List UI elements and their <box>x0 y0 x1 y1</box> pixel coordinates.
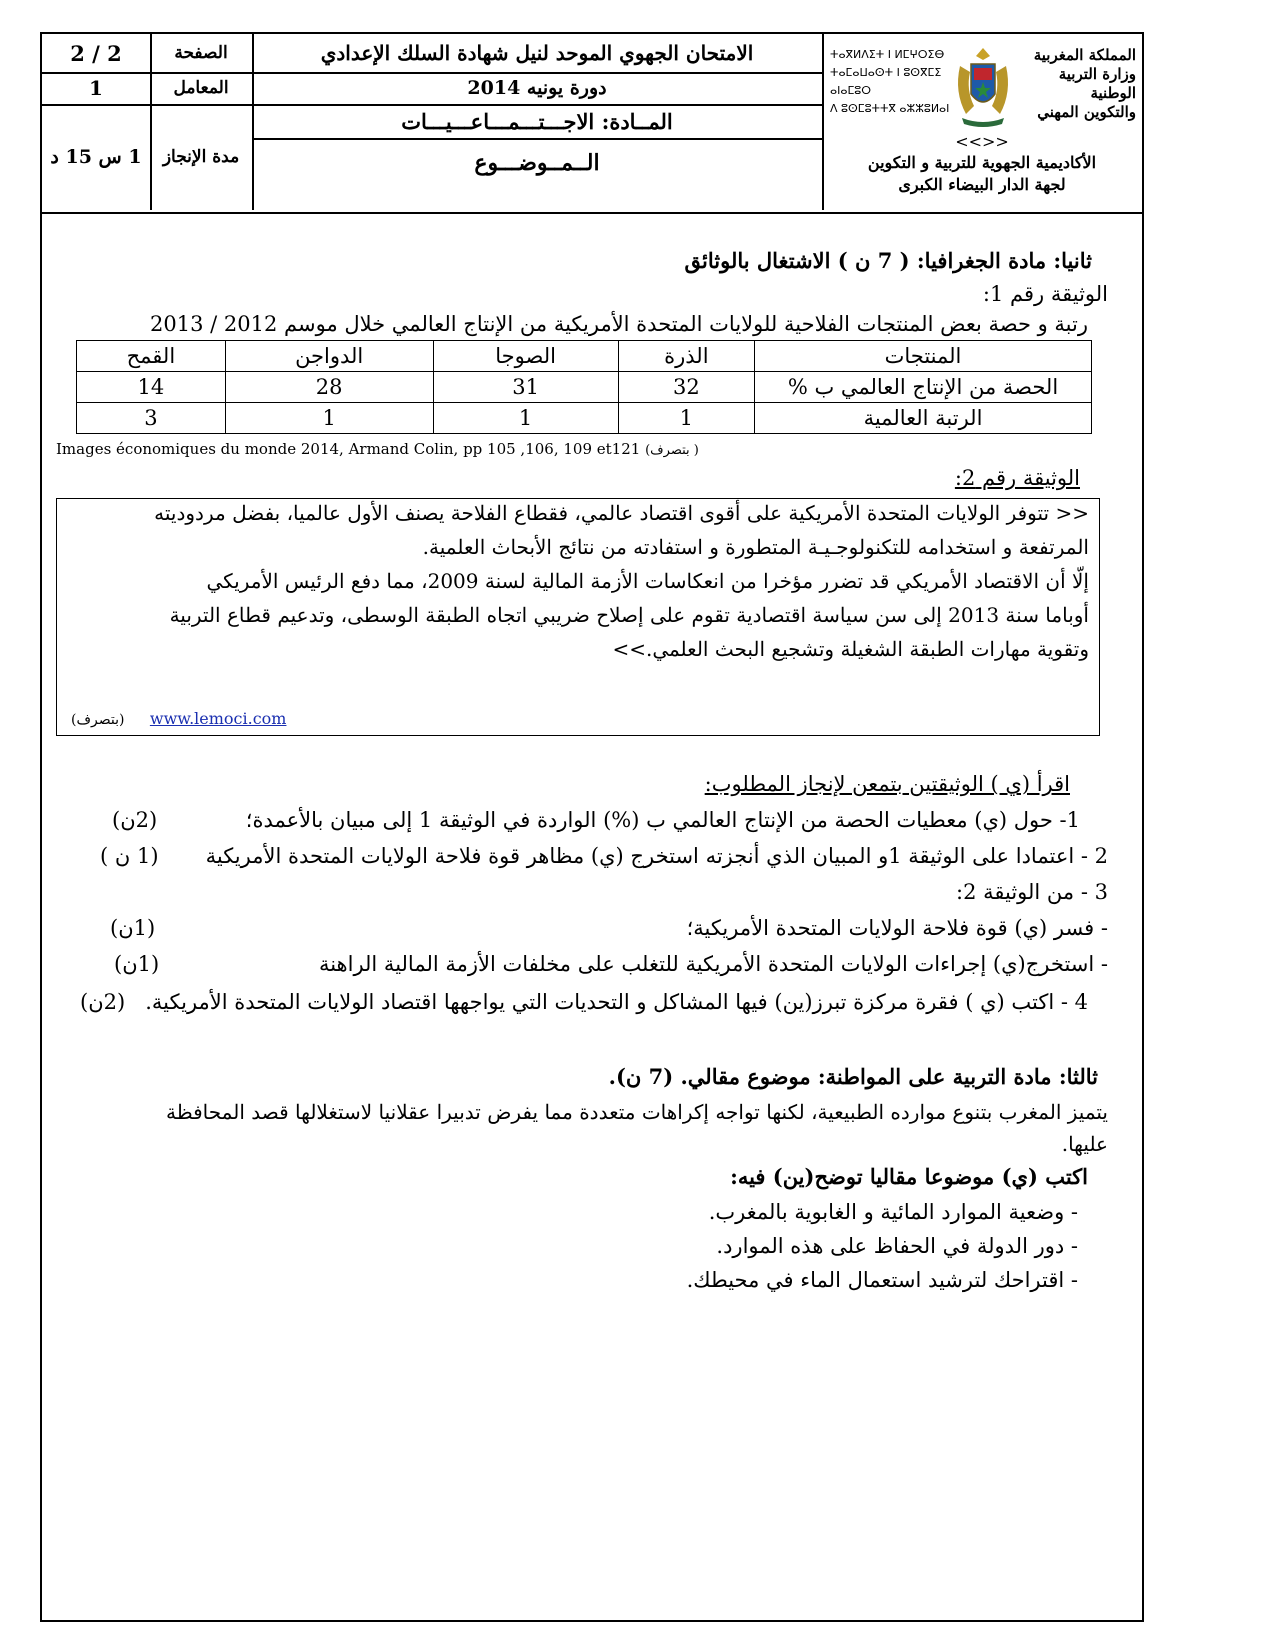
table-cell: 14 <box>77 372 226 403</box>
exam-header <box>42 34 1142 214</box>
table-cell: الذرة <box>618 341 754 372</box>
citizenship-heading: ثالثا: مادة التربية على المواطنة: موضوع مقالي. (7 ن). <box>608 1064 1098 1089</box>
doc2-label: الوثيقة رقم 2: <box>954 466 1080 490</box>
question-3a-points: (1ن) <box>110 916 156 940</box>
separator: <<>> <box>955 132 1009 151</box>
table-cell: 1 <box>433 403 618 434</box>
duration-label: مدة الإنجاز <box>162 147 240 167</box>
tifinagh-ministry-name: ⵜⴰⴳⵍⴷⵉⵜ ⵏ ⵍⵎⵖⵔⵉⴱ ⵜⴰⵎⴰⵡⴰⵙⵜ ⵏ ⵓⵙⴳⵎⵉ ⴰⵏⴰⵎⵓⵔ ⴷ ⵓⵙⵎⵓⵜⵜⴳ ⴰⵣⵣⵓⵍⴰⵏ <box>830 48 950 115</box>
table-cell: 32 <box>618 372 754 403</box>
subject-title: المــادة: الاجـــتـــمـــاعـــيـــات <box>401 108 673 134</box>
citizenship-bullet: - دور الدولة في الحفاظ على هذه الموارد. <box>716 1234 1078 1258</box>
page-label: الصفحة <box>174 43 228 63</box>
question-3: 3 - من الوثيقة 2: <box>955 880 1108 904</box>
doc2-source: (بتصرف) www.lemoci.com <box>71 709 287 728</box>
page-frame <box>40 32 1144 1622</box>
table-cell: الدواجن <box>225 341 433 372</box>
table-cell: 1 <box>225 403 433 434</box>
doc2-line: << تتوفر الولايات المتحدة الأمريكية على أقوى اقتصاد عالمي، فقطاع الفلاحة يصنف الأول عالميا، بفضل مردوديته <box>154 501 1089 525</box>
citizenship-bullet: - وضعية الموارد المائية و الغابوية بالمغرب. <box>708 1200 1078 1224</box>
table-cell: 31 <box>433 372 618 403</box>
topic-title: الــمــوضـــوع <box>474 150 600 176</box>
geography-heading: ثانيا: مادة الجغرافيا: ( 7 ن ) الاشتغال بالوثائق <box>684 248 1092 273</box>
kingdom-ministry-name: المملكة المغربية وزارة التربية الوطنية والتكوين المهني <box>1033 46 1136 121</box>
citizenship-intro-cont: عليها. <box>1061 1132 1108 1156</box>
exam-title: الامتحان الجهوي الموحد لنيل شهادة السلك الإعدادي <box>320 41 754 65</box>
lemoci-link[interactable]: www.lemoci.com <box>149 709 287 728</box>
page-number: 2 / 2 <box>70 40 122 66</box>
question-4-points: (2ن) <box>80 990 126 1014</box>
question-1-points: (2ن) <box>112 808 158 832</box>
table-cell: المنتجات <box>755 341 1092 372</box>
question-2: 2 - اعتمادا على الوثيقة 1و المبيان الذي أنجزته استخرج (ي) مظاهر قوة فلاحة الولايات المتحدة الأمريكية <box>205 844 1108 868</box>
ministry-block <box>822 36 1142 208</box>
table-cell: 3 <box>77 403 226 434</box>
question-4: 4 - اكتب (ي ) فقرة مركزة تبرز(ين) فيها المشاكل و التحديات التي يواجهها اقتصاد الولايات المتحدة الأمريكية. <box>145 990 1088 1014</box>
coefficient-label: المعامل <box>173 78 229 98</box>
question-1: 1- حول (ي) معطيات الحصة من الإنتاج العالمي ب (%) الواردة في الوثيقة 1 إلى مبيان بالأعمدة؛ <box>245 808 1080 832</box>
question-3b: - استخرج(ي) إجراءات الولايات المتحدة الأمريكية للتغلب على مخلفات الأزمة المالية الراهنة <box>318 952 1108 976</box>
duration-value: 1 س 15 د <box>50 146 142 168</box>
question-2-points: (1 ن ) <box>100 844 159 868</box>
doc1-source: Images économiques du monde 2014, Armand Colin, pp 105 ,106, 109 et121 (بتصرف ) <box>56 440 699 458</box>
citizenship-bullet: - اقتراحك لترشيد استعمال الماء في محيطك. <box>686 1268 1078 1292</box>
doc2-line: وتقوية مهارات الطبقة الشغيلة وتشجيع البحث العلمي.>> <box>612 637 1089 661</box>
question-3a: - فسر (ي) قوة فلاحة الولايات المتحدة الأمريكية؛ <box>686 916 1108 940</box>
doc2-line: المرتفعة و استخدامه للتكنولوجـيـة المتطورة و استفادته من نتائج الأبحاث العلمية. <box>422 535 1089 559</box>
coefficient-value: 1 <box>89 76 103 100</box>
doc2-box <box>56 498 1100 736</box>
table-header-row <box>77 341 1092 372</box>
table-row <box>77 372 1092 403</box>
doc2-line: أوباما سنة 2013 إلى سن سياسة اقتصادية تقوم على إصلاح ضريبي اتجاه الطبقة الوسطى، وتدعيم قطاع التربية <box>169 603 1089 627</box>
doc1-label: الوثيقة رقم 1: <box>982 282 1108 306</box>
doc1-table <box>76 340 1092 434</box>
royal-emblem-icon <box>952 44 1014 130</box>
table-cell: 1 <box>618 403 754 434</box>
table-row <box>77 403 1092 434</box>
doc2-line: إلّا أن الاقتصاد الأمريكي قد تضرر مؤخرا من انعكاسات الأزمة المالية لسنة 2009، مما دفع الرئيس الأمريكي <box>206 569 1089 593</box>
table-cell: الصوجا <box>433 341 618 372</box>
exam-session: دورة يونيه 2014 <box>467 77 607 99</box>
question-3b-points: (1ن) <box>114 952 160 976</box>
table-cell: الرتبة العالمية <box>755 403 1092 434</box>
academy-name: الأكاديمية الجهوية للتربية و التكوين لجهة الدار البيضاء الكبرى <box>867 153 1097 194</box>
table-cell: 28 <box>225 372 433 403</box>
table-cell: القمح <box>77 341 226 372</box>
citizenship-intro: يتميز المغرب بتنوع موارده الطبيعية، لكنها تواجه إكراهات متعددة مما يفرض تدبيرا عقلانيا لاستغلالها قصد المحافظة <box>165 1100 1108 1124</box>
instructions-intro: اقرأ (ي ) الوثيقتين بتمعن لإنجاز المطلوب: <box>704 772 1070 796</box>
table-cell: الحصة من الإنتاج العالمي ب % <box>755 372 1092 403</box>
citizenship-task: اكتب (ي) موضوعا مقاليا توضح(ين) فيه: <box>730 1164 1088 1189</box>
doc1-title: رتبة و حصة بعض المنتجات الفلاحية للولايات المتحدة الأمريكية من الإنتاج العالمي خلال موسم 2012 / 2013 <box>150 312 1088 336</box>
